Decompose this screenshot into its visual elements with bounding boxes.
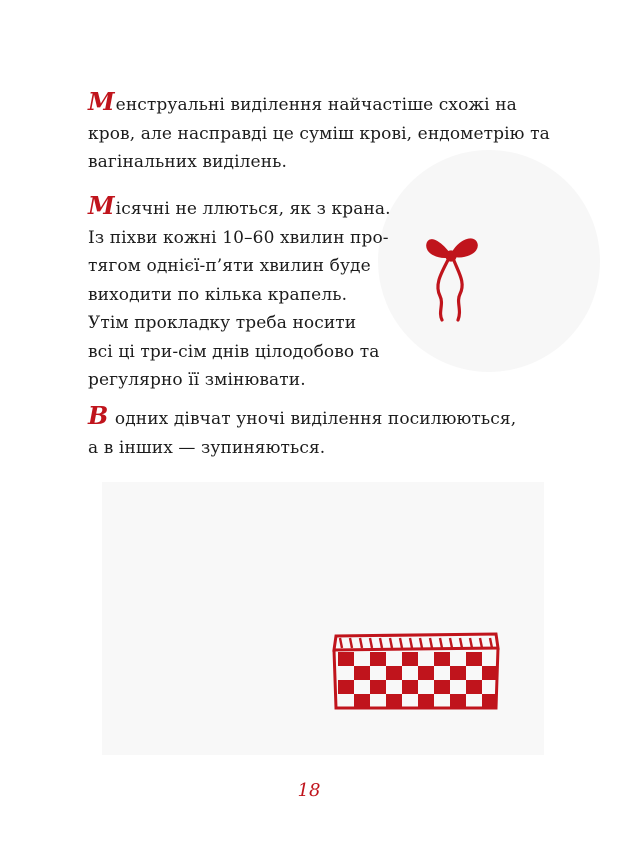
- ribbon-bow-icon: [424, 230, 480, 324]
- page-number: 18: [297, 780, 321, 801]
- drop-cap: М: [88, 191, 115, 220]
- drop-cap: М: [88, 87, 115, 116]
- paragraph-night-discharge: В одних дівчат уночі виділення посилюються, а в інших — зупиняються.: [88, 401, 517, 458]
- decorative-circle-background: [378, 150, 600, 372]
- checkered-box-icon: [330, 632, 502, 710]
- illustration-background-panel: [102, 482, 544, 755]
- drop-cap: В: [88, 401, 109, 430]
- paragraph-flow-pattern: Місячні не ллються, як з крана. Із піхви кожні 10–60 хвилин про- тягом однієї-п’яти хвилин буде виходити по кілька крапель. Утім прокладку треба носити всі ці три-сім днів цілодобово та регулярно її змінювати.: [88, 191, 391, 390]
- paragraph-menstrual-discharge: Менструальні виділення найчастіше схожі на кров, але насправді це суміш крові, ендометрію та вагінальних виділень.: [88, 87, 550, 172]
